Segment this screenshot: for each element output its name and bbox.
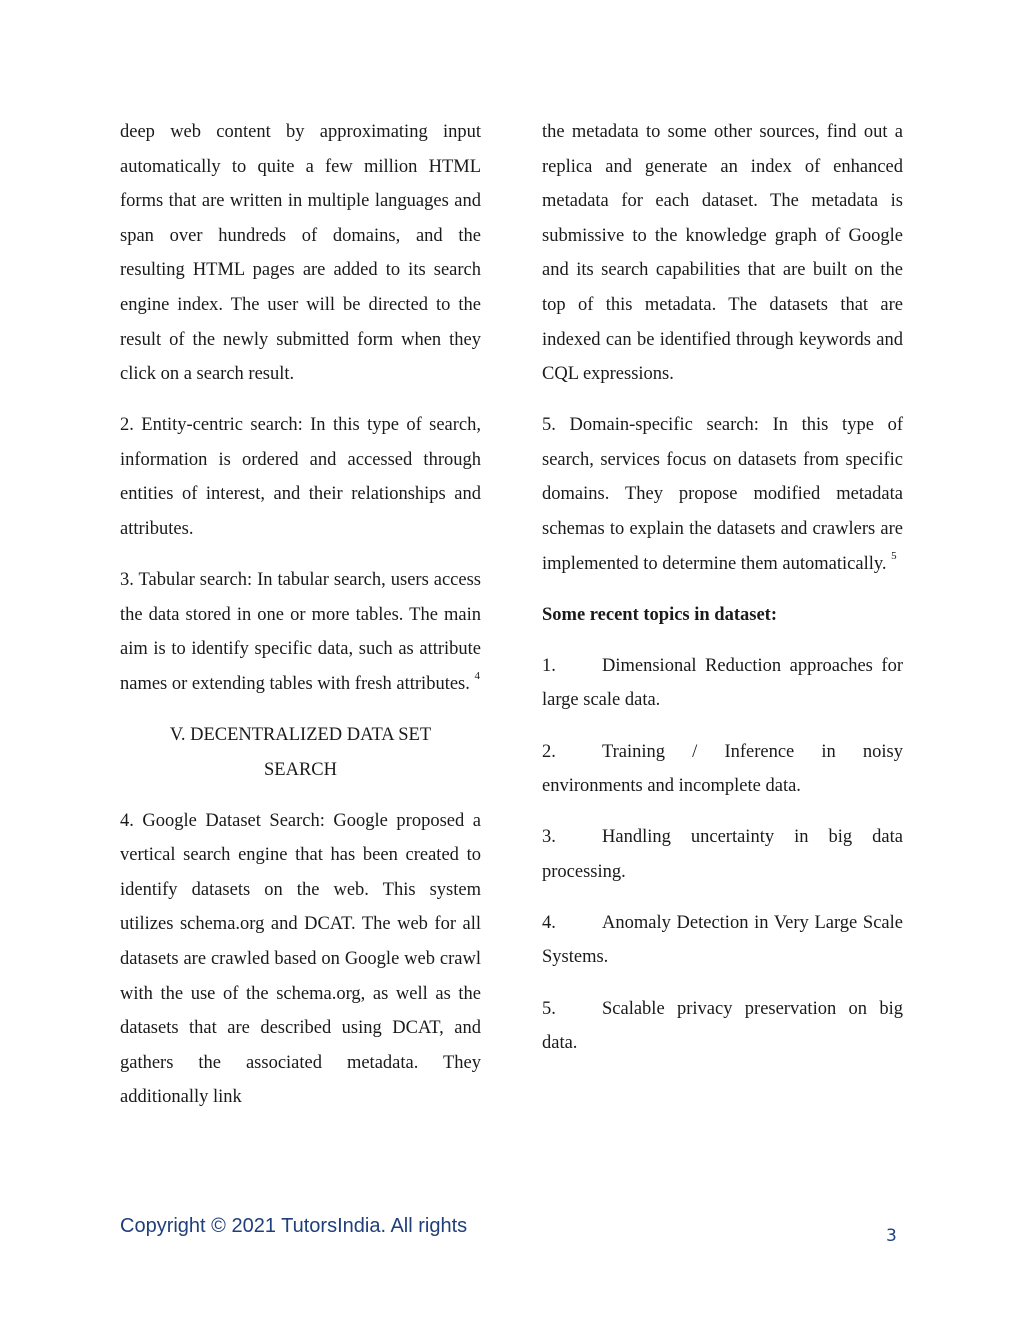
topic-item-2: [542, 735, 903, 804]
topics-heading: Some recent topics in dataset:: [542, 604, 777, 625]
tabular-search-text: 3. Tabular search: In tabular search, users access the data stored in one or more tables. The main aim is to identify specific data, such as attribute names or extending tables with fresh attributes.: [120, 570, 481, 694]
topic-text: Training / Inference in noisy environments and incomplete data.: [542, 741, 903, 797]
section-heading-line2: SEARCH: [264, 759, 337, 780]
topic-item-1: [542, 649, 903, 718]
topic-item-3: [542, 820, 903, 889]
topic-item-4: [542, 906, 903, 975]
topic-number: 5.: [542, 998, 556, 1019]
topic-text: Scalable privacy preservation on big data.: [542, 998, 903, 1054]
reference-superscript-5: 5: [891, 549, 897, 562]
topic-item-5: [542, 992, 903, 1061]
left-column: [120, 115, 481, 1132]
paragraph-google-dataset-search: 4. Google Dataset Search: Google proposed a vertical search engine that has been created to identify datasets on the web. This system utilizes schema.org and DCAT. The web for all datasets are crawled based on Google web crawl with the use of the schema.org, as well as the datasets that are described using DCAT, and gathers the associated metadata. They additionally link: [120, 810, 481, 1108]
section-heading: [120, 718, 481, 787]
footer-copyright: Copyright © 2021 TutorsIndia. All rights: [120, 1215, 468, 1237]
paragraph-tabular-search: [120, 563, 481, 701]
paragraph-entity-centric-search: 2. Entity-centric search: In this type of search, information is ordered and accessed through entities of interest, and their relationships and attributes.: [120, 415, 481, 540]
topic-text: Anomaly Detection in Very Large Scale Systems.: [542, 912, 903, 968]
paragraph-metadata: the metadata to some other sources, find out a replica and generate an index of enhanced metadata for each dataset. The metadata is submissive to the knowledge graph of Google and its search capabilities that are built on the top of this metadata. The datasets that are indexed can be identified through keywords and CQL expressions.: [542, 122, 903, 385]
topic-text: Handling uncertainty in big data processing.: [542, 827, 903, 882]
reference-superscript-4: 4: [474, 669, 480, 682]
topic-number: 2.: [542, 741, 556, 762]
page-number: 3: [886, 1226, 897, 1246]
right-column: [542, 115, 903, 1077]
topic-number: 1.: [542, 655, 556, 676]
topic-number: 3.: [542, 827, 556, 848]
topic-number: 4.: [542, 912, 556, 933]
paragraph-deep-web: deep web content by approximating input automatically to quite a few million HTML forms that are written in multiple languages and span over hundreds of domains, and the resulting HTML pages are added to its search engine index. The user will be directed to the result of the newly submitted form when they click on a search result.: [120, 122, 481, 385]
domain-specific-search-text: 5. Domain-specific search: In this type of search, services focus on datasets from specific domains. They propose modified metadata schemas to explain the datasets and crawlers are implemented to determine them automatically.: [542, 415, 903, 574]
topic-text: Dimensional Reduction approaches for large scale data.: [542, 655, 903, 711]
paragraph-domain-specific-search: [542, 408, 903, 581]
section-heading-line1: V. DECENTRALIZED DATA SET: [169, 725, 432, 745]
